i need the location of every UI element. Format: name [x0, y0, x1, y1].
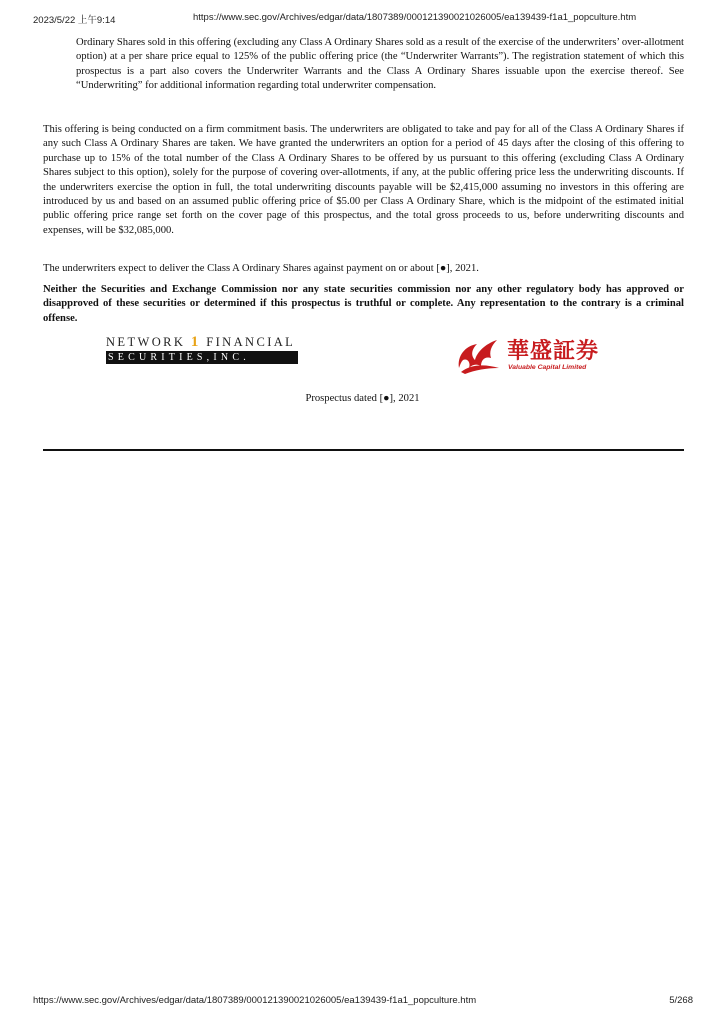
print-footer-url: https://www.sec.gov/Archives/edgar/data/1807389/000121390021026005/ea139439-f1a1_popculture.htm — [33, 995, 477, 1006]
print-header-url: https://www.sec.gov/Archives/edgar/data/1807389/000121390021026005/ea139439-f1a1_popculture.htm — [193, 12, 637, 23]
valuable-logo-chinese: 華盛証券 — [507, 339, 600, 364]
network1-logo-text-b: FINANCIAL — [200, 335, 296, 349]
network1-logo-one: 1 — [190, 334, 201, 350]
continuation-paragraph: Ordinary Shares sold in this offering (excluding any Class A Ordinary Shares sold as a result of the exercise of the underwriters’ over-allotment option) at a per share price equal to 125% of the public offering price (the “Underwriter Warrants”). The registration statement of which this prospectus is a part also covers the Underwriter Warrants and the Class A Ordinary Shares issuable upon the exercise thereof. See “Underwriting” for additional information regarding total underwriter compensation. — [76, 37, 684, 92]
horizontal-rule — [43, 449, 684, 451]
print-footer-page-number: 5/268 — [669, 995, 693, 1006]
valuable-logo-english: Valuable Capital Limited — [508, 364, 587, 371]
sec-disclaimer-paragraph: Neither the Securities and Exchange Commission nor any state securities commission nor any other regulatory body has approved or disapproved of these securities or determined if this prospectus is truthful or complete. Any representation to the contrary is a criminal offense. — [43, 284, 684, 324]
valuable-capital-logo — [455, 334, 605, 376]
print-header-datetime: 2023/5/22 上午9:14 — [33, 15, 116, 26]
firm-commitment-paragraph: This offering is being conducted on a firm commitment basis. The underwriters are obligated to take and pay for all of the Class A Ordinary Shares if any such Class A Ordinary Shares are taken. We have granted the underwriters an option for a period of 45 days after the closing of this offering to purchase up to 15% of the total number of the Class A Ordinary Shares to be offered by us pursuant to this offering (excluding Class A Ordinary Shares subject to this option), solely for the purpose of covering over-allotments, if any, at the public offering price less the underwriting discounts. If the underwriters exercise the option in full, the total underwriting discounts payable will be $2,415,000 assuming no investors in this offering are introduced by us and based on an assumed public offering price of $5.00 per Class A Ordinary Share, which is the midpoint of the estimated initial public offering price range set forth on the cover page of this prospectus, and the total gross proceeds to us, before underwriting discounts and expenses, will be $32,085,000. — [43, 124, 684, 236]
network1-logo-securities: SECURITIES,INC. — [106, 351, 298, 364]
flame-swoosh-icon — [455, 334, 503, 376]
delivery-paragraph: The underwriters expect to deliver the Class A Ordinary Shares against payment on or about [●], 2021. — [43, 263, 479, 274]
network1-financial-logo — [106, 335, 298, 364]
network1-logo-text-a: NETWORK — [106, 335, 191, 349]
prospectus-date: Prospectus dated [●], 2021 — [305, 393, 420, 404]
